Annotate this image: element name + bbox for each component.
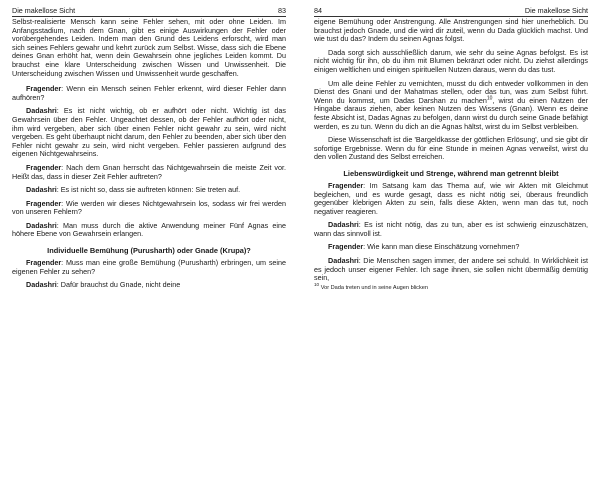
question-text: : Wie kann man diese Einschätzung vornehmen? [363, 242, 520, 252]
right-page-number: 84 [314, 6, 322, 15]
answer-text: : Die Menschen sagen immer, der andere sei schuld. In Wirklichkeit ist es jedoch unser eigener Fehler. Ich sage ihnen, sie sollen nicht übermäßig demütig sein, [314, 256, 588, 283]
left-answer-4 [12, 281, 286, 290]
answer-text: : Es ist nicht nötig, das zu tun, aber es ist schwierig einzuschätzen, wann das sinnvoll ist. [314, 220, 588, 238]
left-section-heading: Individuelle Bemühung (Purusharth) oder Gnade (Krupa)? [47, 246, 251, 256]
left-header-title: Die makellose Sicht [12, 6, 76, 15]
right-section-heading: Liebenswürdigkeit und Strenge, während man getrennt bleibt [343, 168, 559, 178]
right-paragraph-4: Diese Wissenschaft ist die 'Bargeldkasse der göttlichen Erlösung', und sie gibt dir sofortige Ergebnisse. Wenn du für eine Stunde in meinen Agnas verweilst, wirst du den vollen Zustand des Selbst erreichen. [314, 135, 588, 162]
right-paragraph-3 [314, 80, 588, 132]
speaker-label: Fragender [26, 84, 62, 94]
left-question-2 [12, 164, 286, 181]
left-answer-1 [12, 107, 286, 159]
speaker-label: Fragender [26, 198, 62, 208]
speaker-label: Fragender [328, 180, 364, 190]
question-text: : Wenn ein Mensch seinen Fehler erkennt, wird dieser Fehler dann aufhören? [12, 84, 286, 102]
speaker-label: Dadashri [26, 106, 57, 116]
footnote [314, 281, 588, 292]
right-answer-2 [314, 257, 588, 283]
answer-text: : Man muss durch die aktive Anwendung meiner Fünf Agnas eine höhere Ebene von Gewahrsein erlangen. [12, 220, 286, 239]
speaker-label: Fragender [328, 242, 364, 252]
speaker-label: Dadashri [328, 256, 359, 266]
question-text: : Nach dem Gnan herrscht das Nichtgewahrsein die meiste Zeit vor. Heißt das, dass in dieser Zeit Fehler auftreten? [12, 162, 286, 181]
left-page-header [12, 6, 286, 17]
right-page-header [314, 6, 588, 17]
answer-text: : Dafür brauchst du Gnade, nicht deine [56, 280, 181, 290]
speaker-label: Dadashri [26, 280, 57, 290]
paragraph-text: , wirst du einen Nutzen der Hingabe daraus ziehen, aber keinen Nutzen des Wissens (Gnan). Wenn es deine feste Absicht ist, Dadas Agnas zu befolgen, dann wirst du durch seine Gnade befähigt werden, es zu tun. Wenn du dich an die Agnas hältst, wirst du im Selbst verbleiben. [314, 95, 588, 131]
left-paragraph-1: Selbst-realisierte Mensch kann seine Fehler sehen, mit oder ohne Leiden. Im Anfangsstadium, nach dem Gnan, gibt es einige Auswirkungen der Fehler oder vorübergehendes Leiden. Indem man den Grund des Leidens erforscht, wird man sich seines Fehlers gewahr und kehrt zurück zum Selbst. Wisse, dass sich die Ebene deines Gnan erhöht hat, wenn dein Gewahrsein ohne jegliches Leiden kommt. Du brauchst eine klare Unterscheidung zwischen Wissen und Unwissenheit. Die Unterscheidung zwischen Wissen und Unwissenheit wurde geschaffen. [12, 17, 286, 78]
right-page [302, 0, 600, 485]
footnote-reference[interactable]: 10 [486, 95, 493, 102]
answer-text: : Es ist nicht wichtig, ob er aufhört oder nicht. Wichtig ist das Gewahrsein über den Fehler. Ungeachtet dessen, ob der Fehler aufhört oder nicht, ihm wird vergeben, aber sich über einen Fehler nicht gewahr zu sein, wird nicht vergeben. Es geht überhaupt nicht darum, den Fehler zu beenden, aber sich über den Fehler nicht gewahr zu sein, wird nicht vergeben. Fehler passieren aufgrund des eigenen Nichtgewahrseins. [12, 106, 286, 159]
question-text: : Muss man eine große Bemühung (Purusharth) erbringen, um seine eigenen Fehler zu sehen? [12, 258, 286, 276]
left-answer-2 [12, 186, 286, 195]
left-page-number: 83 [278, 6, 286, 15]
left-question-3 [12, 200, 286, 217]
left-question-1 [12, 85, 286, 102]
speaker-label: Dadashri [26, 220, 57, 230]
footnote-text: Vor Dada treten und in seine Augen blicken [320, 284, 428, 291]
paragraph-text: Um alle deine Fehler zu vernichten, musst du dich entweder vollkommen in den Dienst des Gnani und der Mahatmas stellen, oder das tun, was zum Selbst führt. Wenn du kommst, um Dadas Darshan zu machen [314, 78, 588, 105]
left-answer-3 [12, 222, 286, 239]
right-paragraph-1: eigene Bemühung oder Anstrengung. Alle Anstrengungen sind hier unerheblich. Du brauchst jedoch Gnade, und die wird dir zuteil, wenn du Dada glücklich machst. Und wie tust du das? Indem du seinen Agnas folgst. [314, 17, 588, 44]
footnote-mark: 10 [314, 281, 320, 287]
question-text: : Wie werden wir dieses Nichtgewahrsein los, sodass wir frei werden von unseren Fehlern? [12, 198, 286, 217]
speaker-label: Dadashri [328, 220, 359, 230]
right-paragraph-2: Dada sorgt sich ausschließlich darum, wie sehr du seine Agnas befolgst. Es ist nicht wichtig für ihn, ob du ihm mit Blumen bekränzt oder nicht. Du ziehst allerdings einigen weltlichen und einigen spirituellen Nutzen daraus, wenn du das tust. [314, 47, 588, 74]
speaker-label: Fragender [26, 162, 62, 172]
left-question-4 [12, 259, 286, 276]
left-page [0, 0, 298, 485]
right-answer-1 [314, 221, 588, 238]
answer-text: : Es ist nicht so, dass sie auftreten können: Sie treten auf. [56, 185, 241, 195]
right-question-2 [314, 243, 588, 252]
speaker-label: Fragender [26, 258, 62, 268]
right-header-title: Die makellose Sicht [524, 6, 588, 15]
question-text: : Im Satsang kam das Thema auf, wie wir Akten mit Gleichmut begleichen, und es wurde gesagt, dass es nicht nötig sei, überaus freundlich gegenüber klebrigen Akten zu sein, falls diese Akten, wenn man das tut, noch negativer reagieren. [314, 180, 588, 216]
speaker-label: Dadashri [26, 185, 57, 195]
right-question-1 [314, 182, 588, 216]
